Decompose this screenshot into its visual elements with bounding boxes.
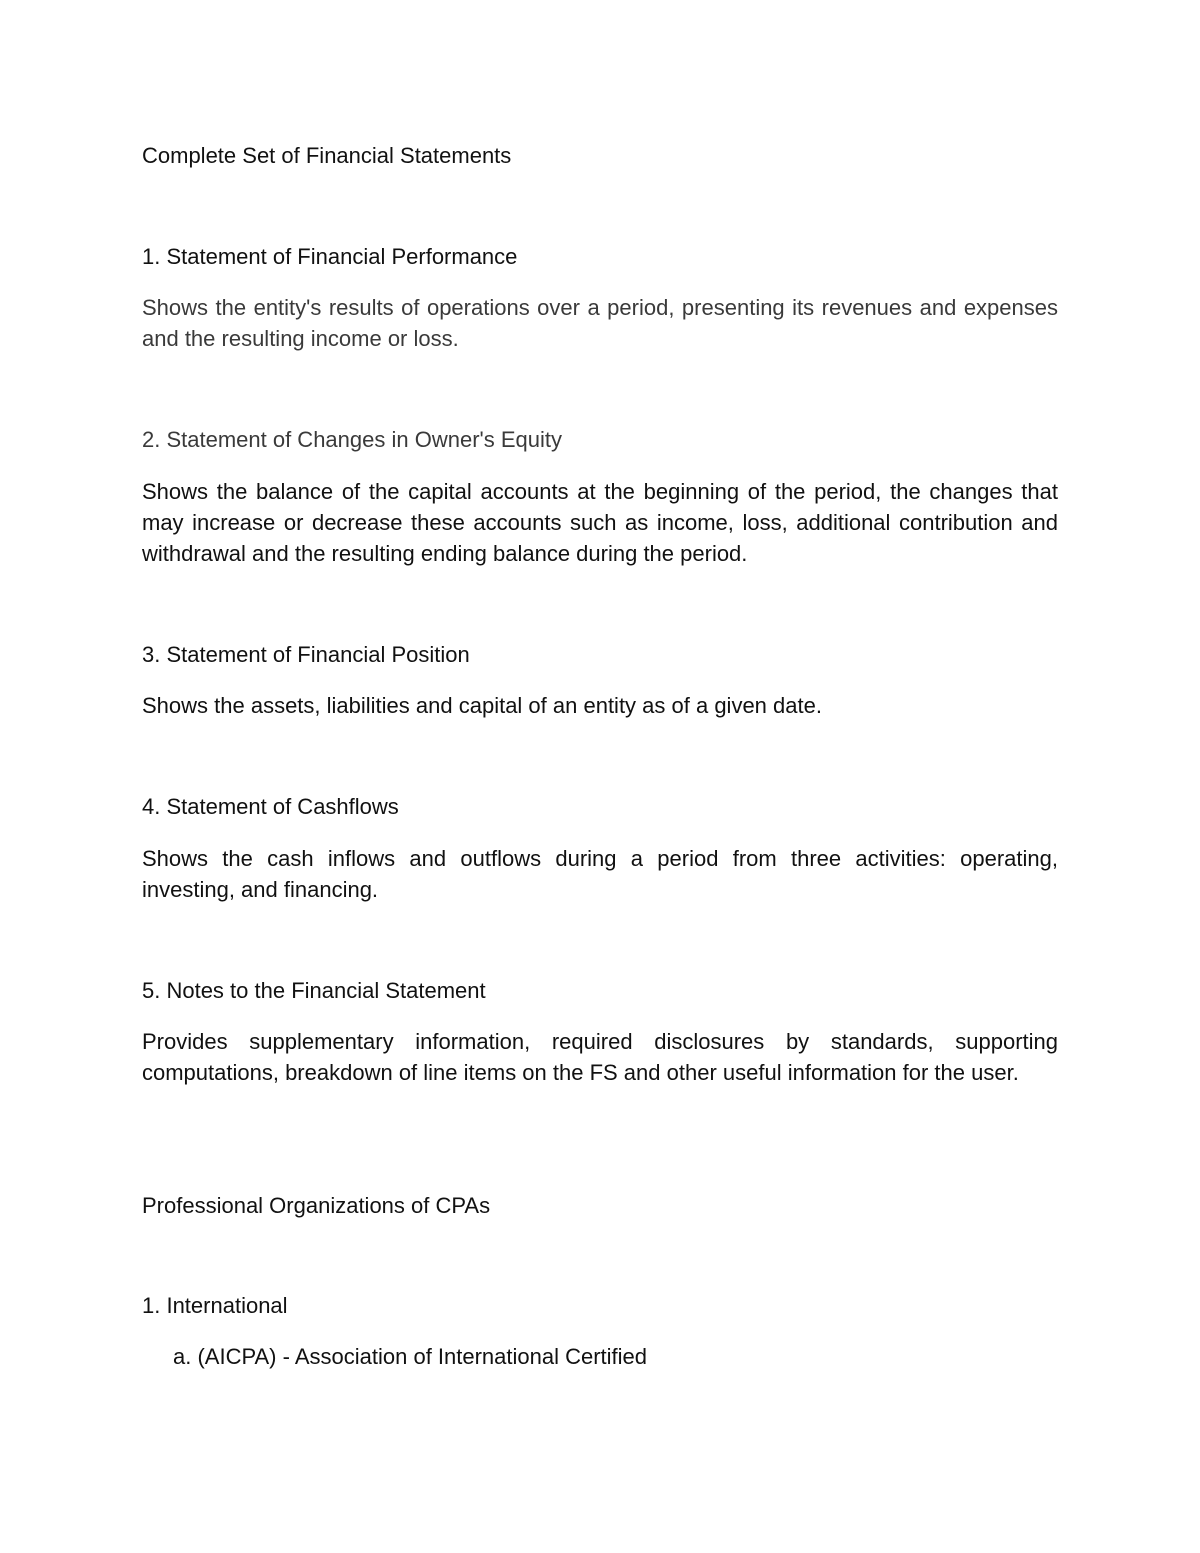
section-body-2: Shows the balance of the capital accounts at the beginning of the period, the changes that may increase or decrease these accounts such as income, loss, additional contribution and withdrawal and the resulting ending balance during the period.: [142, 479, 1058, 566]
section-heading-1: 1. Statement of Financial Performance: [142, 244, 518, 269]
section-body-5: Provides supplementary information, required disclosures by standards, supporting computations, breakdown of line items on the FS and other useful information for the user.: [142, 1029, 1058, 1085]
org-list-heading: 1. International: [142, 1293, 288, 1318]
document-title: Complete Set of Financial Statements: [142, 143, 512, 168]
section-body-3: Shows the assets, liabilities and capital of an entity as of a given date.: [142, 693, 822, 718]
section-heading-2: 2. Statement of Changes in Owner's Equity: [142, 427, 562, 452]
section-body-1: Shows the entity's results of operations over a period, presenting its revenues and expenses and the resulting income or loss.: [142, 295, 1058, 351]
section-heading-4: 4. Statement of Cashflows: [142, 794, 399, 819]
section-heading-3: 3. Statement of Financial Position: [142, 642, 470, 667]
org-list-item: a. (AICPA) - Association of International Certified: [173, 1344, 648, 1369]
organizations-title: Professional Organizations of CPAs: [142, 1193, 491, 1218]
section-body-4: Shows the cash inflows and outflows during a period from three activities: operating, investing, and financing.: [142, 846, 1058, 902]
section-heading-5: 5. Notes to the Financial Statement: [142, 978, 486, 1003]
